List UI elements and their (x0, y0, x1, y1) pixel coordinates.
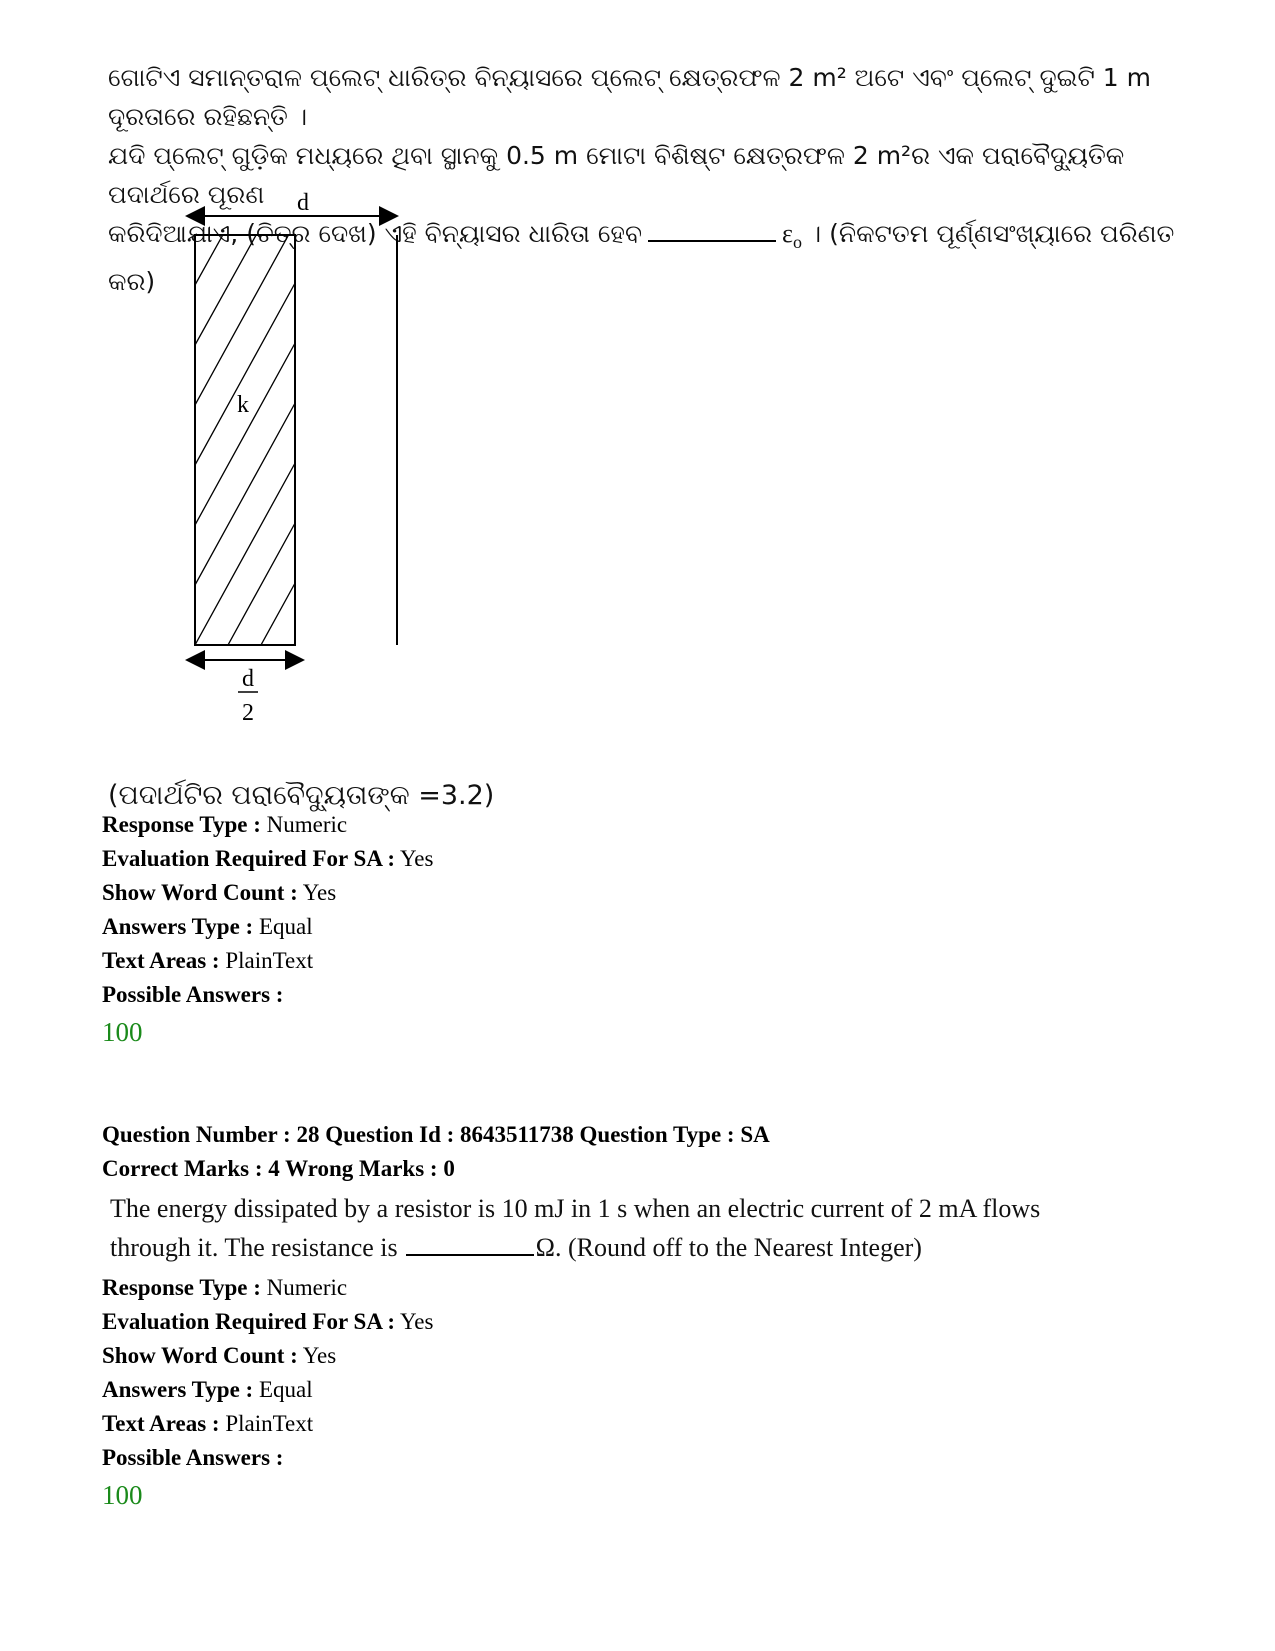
q28-line-1: The energy dissipated by a resistor is 10 mJ in 1 s when an electric current of 2 mA flows (110, 1194, 1041, 1223)
answer-blank (406, 1234, 534, 1256)
response-type-row: Response Type : Numeric (102, 812, 348, 837)
response-type-row: Response Type : Numeric (102, 1275, 348, 1300)
q27-metadata (102, 808, 433, 1052)
fraction-numerator: d (242, 666, 254, 692)
possible-answers-label: Possible Answers : (102, 1445, 284, 1470)
answers-type-row: Answers Type : Equal (102, 1377, 313, 1402)
q27-line-2: ଯଦି ପ୍ଲେଟ୍ ଗୁଡ଼ିକ ମଧ୍ୟରେ ଥିବା ସ୍ଥାନକୁ 0.5 m ମୋଟା ବିଶିଷ୍ଟ କ୍ଷେତ୍ରଫଳ 2 m²ର ଏକ ପରାବୈଦ୍ୟୁତିକ ପଦାର୍ଥରେ ପୂରଣ (108, 141, 1125, 209)
marks-info: Correct Marks : 4 Wrong Marks : 0 (102, 1156, 455, 1181)
dielectric-slab (195, 235, 295, 645)
word-count-row: Show Word Count : Yes (102, 1343, 337, 1368)
q28-header (102, 1118, 770, 1186)
top-dimension-label: d (297, 190, 309, 216)
possible-answers-label: Possible Answers : (102, 982, 284, 1007)
epsilon-symbol: ε (782, 219, 793, 248)
capacitor-diagram (175, 190, 435, 754)
question-info: Question Number : 28 Question Id : 8643511738 Question Type : SA (102, 1122, 770, 1147)
word-count-row: Show Word Count : Yes (102, 880, 337, 905)
evaluation-row: Evaluation Required For SA : Yes (102, 846, 434, 871)
text-areas-row: Text Areas : PlainText (102, 1411, 314, 1436)
q28-line-2: through it. The resistance is Ω. (Round off to the Nearest Integer) (110, 1233, 922, 1262)
text-areas-row: Text Areas : PlainText (102, 948, 314, 973)
evaluation-row: Evaluation Required For SA : Yes (102, 1309, 434, 1334)
possible-answer-value: 100 (102, 1017, 143, 1047)
epsilon-subscript: o (792, 232, 802, 252)
answers-type-row: Answers Type : Equal (102, 914, 313, 939)
q28-metadata (102, 1271, 433, 1515)
possible-answer-value: 100 (102, 1480, 143, 1510)
dielectric-note: (ପଦାର୍ଥଟିର ପରାବୈଦ୍ୟୁତାଙ୍କ =3.2) (108, 780, 495, 811)
question-28-text (110, 1189, 1200, 1267)
q27-line-3-tail: । (ନିକଟତମ ପୂର୍ଣ୍ଣସଂଖ୍ୟାରେ ପରିଣତ କର) (108, 219, 1175, 296)
answer-blank (648, 218, 776, 242)
fraction-denominator: 2 (242, 700, 254, 726)
q27-line-1: ଗୋଟିଏ ସମାନ୍ତରାଳ ପ୍ଲେଟ୍ ଧାରିତ୍ର ବିନ୍ୟାସରେ ପ୍ଲେଟ୍ କ୍ଷେତ୍ରଫଳ 2 m² ଅଟେ ଏବଂ ପ୍ଲେଟ୍ ଦୁଇଟି 1 m ଦୂରତାରେ ରହିଛନ୍ତି । (108, 63, 1151, 131)
q27-line-3-text: କରିଦିଆଯାଏ, (ଚିତ୍ର ଦେଖ) ଏହି ବିନ୍ୟାସର ଧାରିତା ହେବ (108, 219, 643, 248)
dielectric-constant-label: k (237, 392, 249, 418)
